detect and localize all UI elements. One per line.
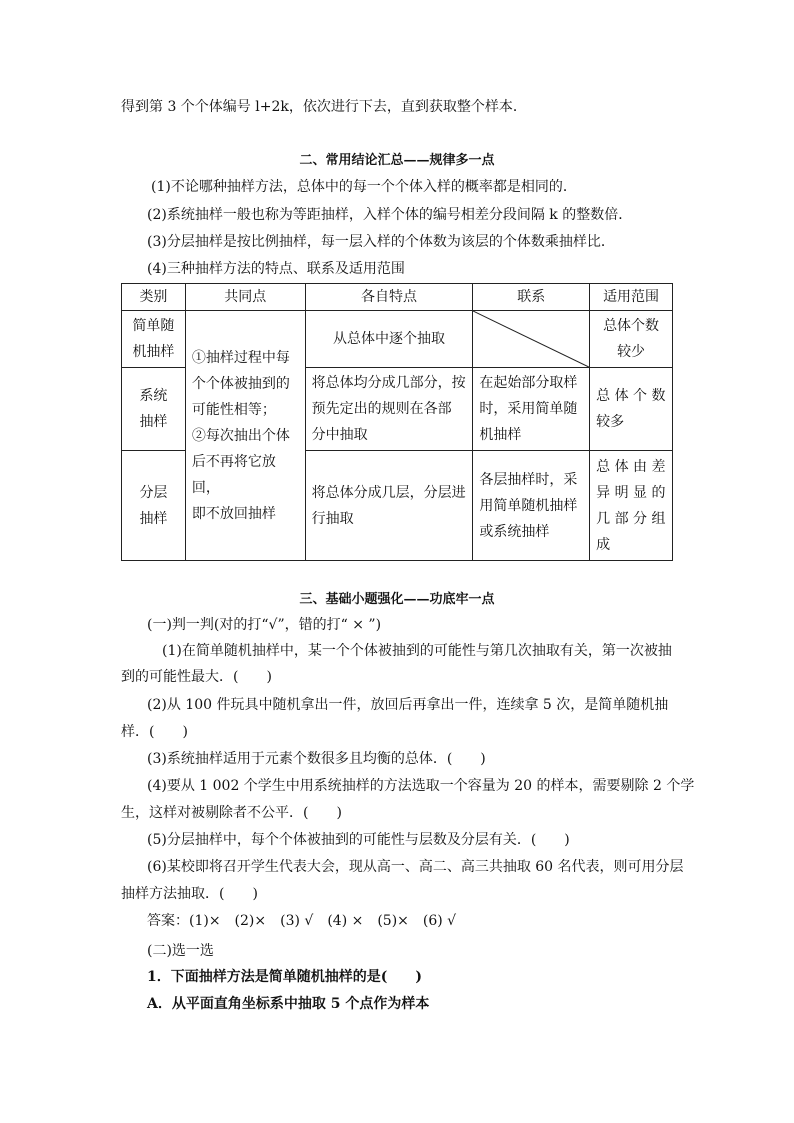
table-row xyxy=(122,311,673,368)
cell-relation: 在起始部分取样 时，采用简单随 机抽样 xyxy=(473,368,590,451)
cell-relation-empty xyxy=(473,311,590,368)
section2-item-3: (3)分层抽样是按比例抽样，每一层入样的个体数为该层的个体数乘抽样比． xyxy=(147,234,615,250)
judge-item: (6)某校即将召开学生代表大会，现从高一、高二、高三共抽取 60 名代表，则可用分层 xyxy=(147,859,684,875)
section2-item-2: (2)系统抽样一般也称为等距抽样，入样个体的编号相差分段间隔 k 的整数倍． xyxy=(147,207,633,223)
judge-item: (1)在简单随机抽样中，某一个个体被抽到的可能性与第几次抽取有关，第一次被抽 xyxy=(162,643,672,659)
table-header-row xyxy=(122,284,673,311)
header-scope: 适用范围 xyxy=(590,284,673,311)
cell-category: 分层 抽样 xyxy=(122,451,186,561)
cell-feature: 将总体均分成几部分，按 预先定出的规则在各部 分中抽取 xyxy=(305,368,473,451)
section2-item-4: (4)三种抽样方法的特点、联系及适用范围 xyxy=(147,261,405,277)
sampling-comparison-table xyxy=(121,283,673,561)
header-common: 共同点 xyxy=(185,284,305,311)
diagonal-line xyxy=(473,311,589,367)
cell-common: ①抽样过程中每 个个体被抽到的 可能性相等； ②每次抽出个体 后不再将它放回， 即不放回抽样 xyxy=(185,311,305,561)
question-1-option-a: A．从平面直角坐标系中抽取 5 个点作为样本 xyxy=(147,996,430,1012)
judge-item: 到的可能性最大．( ) xyxy=(121,669,272,685)
judge-instructions: (一)判一判(对的打“√”，错的打“ × ”) xyxy=(147,617,382,633)
header-relation: 联系 xyxy=(473,284,590,311)
header-category: 类别 xyxy=(122,284,186,311)
judge-item: (4)要从 1 002 个学生中用系统抽样的方法选取一个容量为 20 的样本，需要剔除 2 个学 xyxy=(147,778,695,794)
judge-item: 样．( ) xyxy=(121,724,188,740)
question-1: 1．下面抽样方法是简单随机抽样的是( ) xyxy=(147,969,422,985)
judge-item: (5)分层抽样中，每个个体被抽到的可能性与层数及分层有关．( ) xyxy=(147,832,570,848)
judge-item: 生，这样对被剔除者不公平．( ) xyxy=(121,805,342,821)
judge-item: (2)从 100 件玩具中随机拿出一件，放回后再拿出一件，连续拿 5 次，是简单随机抽 xyxy=(147,697,669,713)
cell-category: 简单随 机抽样 xyxy=(122,311,186,368)
cell-feature: 从总体中逐个抽取 xyxy=(305,311,473,368)
choose-heading: (二)选一选 xyxy=(147,943,214,959)
cell-relation: 各层抽样时，采 用简单随机抽样 或系统抽样 xyxy=(473,451,590,561)
top-line: 得到第 3 个个体编号 l+2k，依次进行下去，直到获取整个样本． xyxy=(121,99,527,115)
cell-feature: 将总体分成几层，分层进 行抽取 xyxy=(305,451,473,561)
cell-scope: 总 体 个 数 较多 xyxy=(590,368,673,451)
cell-scope: 总 体 由 差 异 明 显 的 几 部 分 组 成 xyxy=(590,451,673,561)
section3-heading: 三、基础小题强化——功底牢一点 xyxy=(299,592,495,607)
judge-item: (3)系统抽样适用于元素个数很多且均衡的总体．( ) xyxy=(147,751,486,767)
judge-item: 抽样方法抽取．( ) xyxy=(121,886,258,902)
section2-item-1: (1)不论哪种抽样方法，总体中的每一个个体入样的概率都是相同的． xyxy=(151,179,577,195)
cell-category: 系统 抽样 xyxy=(122,368,186,451)
cell-scope: 总体个数 较少 xyxy=(590,311,673,368)
header-feature: 各自特点 xyxy=(305,284,473,311)
answer-line: 答案：(1)× (2)× (3) √ (4) × (5)× (6) √ xyxy=(147,913,457,929)
section2-heading: 二、常用结论汇总——规律多一点 xyxy=(299,153,495,168)
